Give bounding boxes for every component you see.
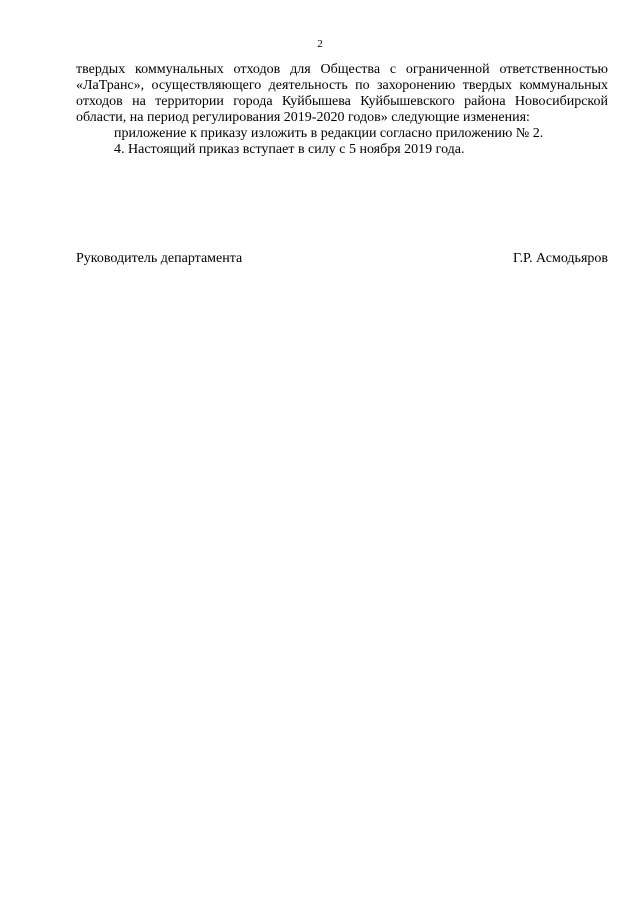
- continuation-paragraph: твердых коммунальных отходов для Общества с ограниченной ответственностью «ЛаТранс», осуществляющего деятельность по захоронению твердых коммунальных отходов на территории города Куйбышева Куйбышевского района Новосибирской области, на период регулирования 2019-2020 годов» следующие изменения:: [76, 62, 608, 125]
- effective-date-paragraph: 4. Настоящий приказ вступает в силу с 5 ноября 2019 года.: [114, 142, 465, 157]
- signatory-name: Г.Р. Асмодьяров: [512, 251, 608, 266]
- document-body: [76, 62, 608, 158]
- signatory-position: Руководитель департамента: [76, 251, 243, 266]
- amendment-paragraph: приложение к приказу изложить в редакции согласно приложению № 2.: [114, 126, 544, 141]
- page-number: 2: [317, 38, 323, 50]
- signature-block: [76, 251, 608, 267]
